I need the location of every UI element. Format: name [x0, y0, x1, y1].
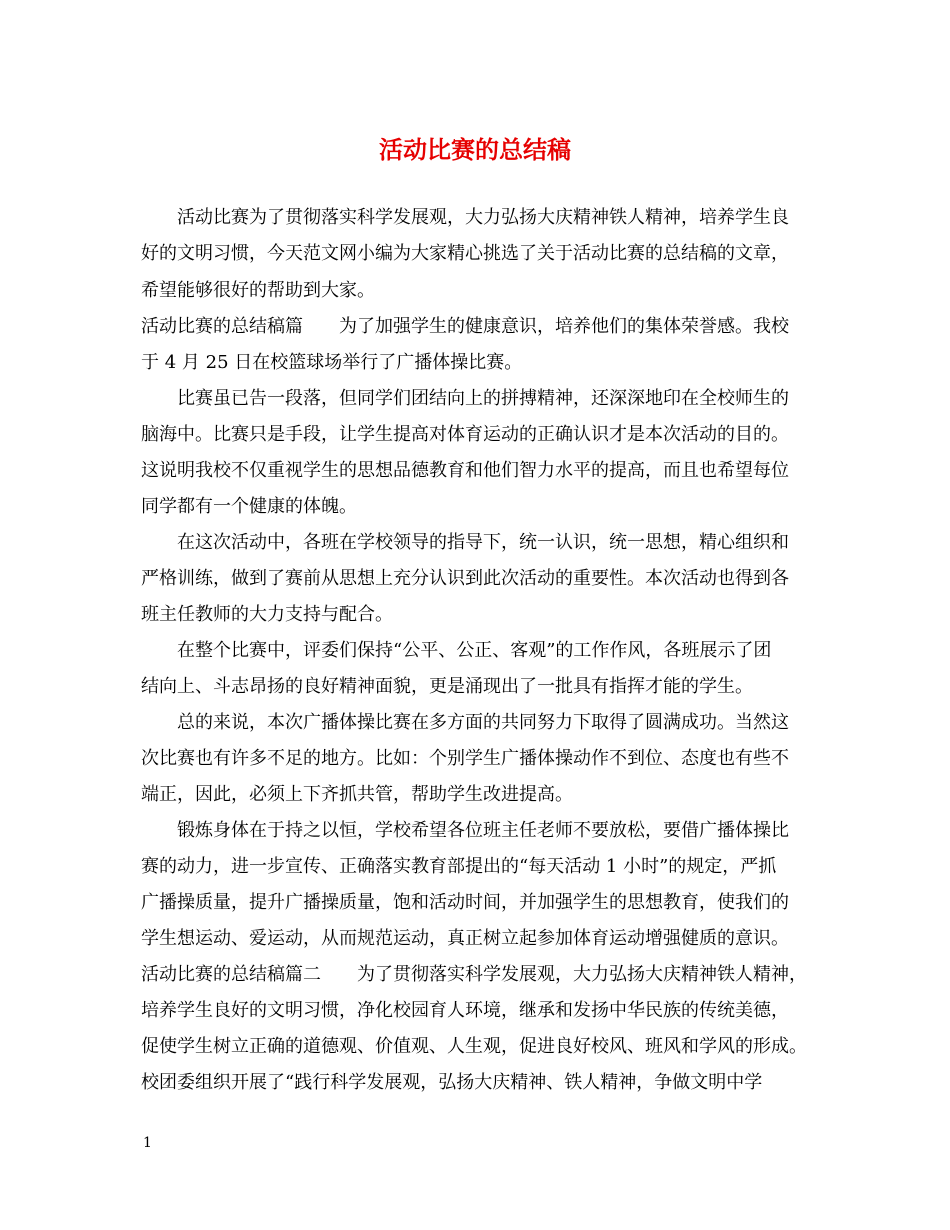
- paragraph-line: 脑海中。比赛只是手段，让学生提高对体育运动的正确认识才是本次活动的目的。: [141, 424, 789, 445]
- paragraph-line: 班主任教师的大力支持与配合。: [141, 604, 393, 625]
- paragraph-line: 总的来说，本次广播体操比赛在多方面的共同努力下取得了圆满成功。当然这: [177, 712, 789, 733]
- section-heading-line: [141, 315, 789, 339]
- paragraph-line: 校团委组织开展了“践行科学发展观，弘扬大庆精神、铁人精神，争做文明中学: [141, 1072, 763, 1093]
- section-heading-line: [141, 963, 807, 987]
- page-number: 1: [143, 1135, 152, 1151]
- paragraph-line: 结向上、斗志昂扬的良好精神面貌，更是涌现出了一批具有指挥才能的学生。: [141, 676, 753, 697]
- paragraph-line: 于 4 月 25 日在校篮球场举行了广播体操比赛。: [141, 352, 523, 373]
- paragraph-line: 端正，因此，必须上下齐抓共管，帮助学生改进提高。: [141, 784, 573, 805]
- paragraph-line: 在整个比赛中，评委们保持“公平、公正、客观”的工作作风，各班展示了团: [177, 640, 772, 661]
- paragraph-line: 这说明我校不仅重视学生的思想品德教育和他们智力水平的提高，而且也希望每位: [141, 460, 789, 481]
- paragraph-line: 严格训练，做到了赛前从思想上充分认识到此次活动的重要性。本次活动也得到各: [141, 568, 789, 589]
- paragraph-line: 广播操质量，提升广播操质量，饱和活动时间，并加强学生的思想教育，使我们的: [141, 892, 789, 913]
- paragraph-line: 在这次活动中，各班在学校领导的指导下，统一认识，统一思想，精心组织和: [177, 532, 789, 553]
- paragraph-line: 同学都有一个健康的体魄。: [141, 496, 357, 517]
- paragraph-line: 学生想运动、爱运动，从而规范运动，真正树立起参加体育运动增强健质的意识。: [141, 928, 789, 949]
- paragraph-text: 为了加强学生的健康意识，培养他们的集体荣誉感。我校: [339, 316, 789, 337]
- paragraph-line: 比赛虽已告一段落，但同学们团结向上的拼搏精神，还深深地印在全校师生的: [177, 388, 789, 409]
- paragraph-line: 希望能够很好的帮助到大家。: [141, 280, 375, 301]
- paragraph-line: 促使学生树立正确的道德观、价值观、人生观，促进良好校风、班风和学风的形成。: [141, 1036, 807, 1057]
- paragraph-line: 次比赛也有许多不足的地方。比如：个别学生广播体操动作不到位、态度也有些不: [141, 748, 789, 769]
- paragraph-text: 为了贯彻落实科学发展观，大力弘扬大庆精神铁人精神，: [357, 964, 807, 985]
- paragraph-line: 锻炼身体在于持之以恒，学校希望各位班主任老师不要放松，要借广播体操比: [177, 820, 789, 841]
- paragraph-line: 赛的动力，进一步宣传、正确落实教育部提出的“每天活动 1 小时”的规定，严抓: [141, 856, 777, 877]
- paragraph-line: 活动比赛为了贯彻落实科学发展观，大力弘扬大庆精神铁人精神，培养学生良: [177, 207, 789, 228]
- document-title: 活动比赛的总结稿: [379, 135, 571, 164]
- section-heading: 活动比赛的总结稿篇二: [141, 964, 321, 985]
- section-heading: 活动比赛的总结稿篇: [141, 316, 303, 337]
- paragraph-line: 培养学生良好的文明习惯，净化校园育人环境，继承和发扬中华民族的传统美德，: [141, 1000, 789, 1021]
- paragraph-line: 好的文明习惯，今天范文网小编为大家精心挑选了关于活动比赛的总结稿的文章，: [141, 243, 789, 264]
